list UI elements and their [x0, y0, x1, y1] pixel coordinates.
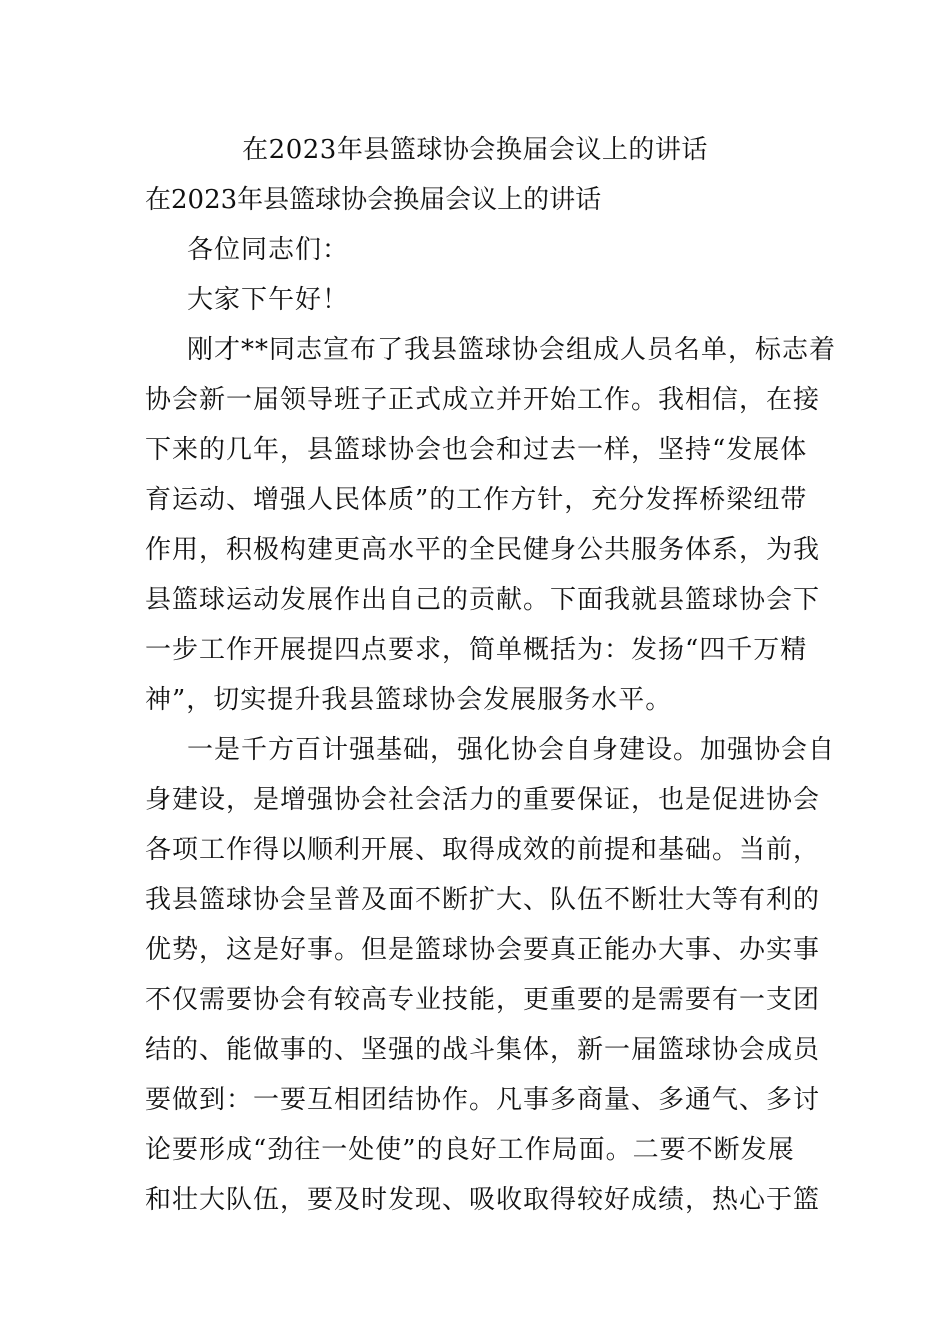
paragraph-line: 身建设，是增强协会社会活力的重要保证，也是促进协会: [145, 785, 821, 815]
paragraph-line: 刚才**同志宣布了我县篮球协会组成人员名单，标志着: [187, 335, 837, 365]
paragraph-line: 作用，积极构建更高水平的全民健身公共服务体系，为我: [145, 535, 821, 565]
greeting-line: 大家下午好！: [187, 285, 350, 315]
paragraph-line: 神”，切实提升我县篮球协会发展服务水平。: [145, 685, 673, 715]
greeting-line: 各位同志们：: [187, 235, 350, 265]
paragraph-line: 要做到：一要互相团结协作。凡事多商量、多通气、多讨: [145, 1085, 821, 1115]
paragraph-line: 一是千方百计强基础，强化协会自身建设。加强协会自: [187, 735, 836, 765]
paragraph-line: 优势，这是好事。但是篮球协会要真正能办大事、办实事: [145, 935, 821, 965]
paragraph-line: 不仅需要协会有较高专业技能，更重要的是需要有一支团: [145, 985, 821, 1015]
document-title: 在2023年县篮球协会换届会议上的讲话: [242, 135, 708, 165]
paragraph-line: 结的、能做事的、坚强的战斗集体，新一届篮球协会成员: [145, 1035, 821, 1065]
paragraph-line: 论要形成“劲往一处使”的良好工作局面。二要不断发展: [145, 1135, 795, 1165]
paragraph-line: 我县篮球协会呈普及面不断扩大、队伍不断壮大等有利的: [145, 885, 821, 915]
paragraph-line: 协会新一届领导班子正式成立并开始工作。我相信，在接: [145, 385, 821, 415]
paragraph-line: 育运动、增强人民体质”的工作方针，充分发挥桥梁纽带: [145, 485, 808, 515]
paragraph-line: 各项工作得以顺利开展、取得成效的前提和基础。当前，: [145, 835, 821, 865]
paragraph-line: 和壮大队伍，要及时发现、吸收取得较好成绩，热心于篮: [145, 1185, 821, 1215]
paragraph-line: 下来的几年，县篮球协会也会和过去一样，坚持“发展体: [145, 435, 808, 465]
paragraph-line: 县篮球运动发展作出自己的贡献。下面我就县篮球协会下: [145, 585, 821, 615]
paragraph-line: 一步工作开展提四点要求，简单概括为：发扬“四千万精: [145, 635, 808, 665]
document-subtitle: 在2023年县篮球协会换届会议上的讲话: [145, 185, 602, 215]
